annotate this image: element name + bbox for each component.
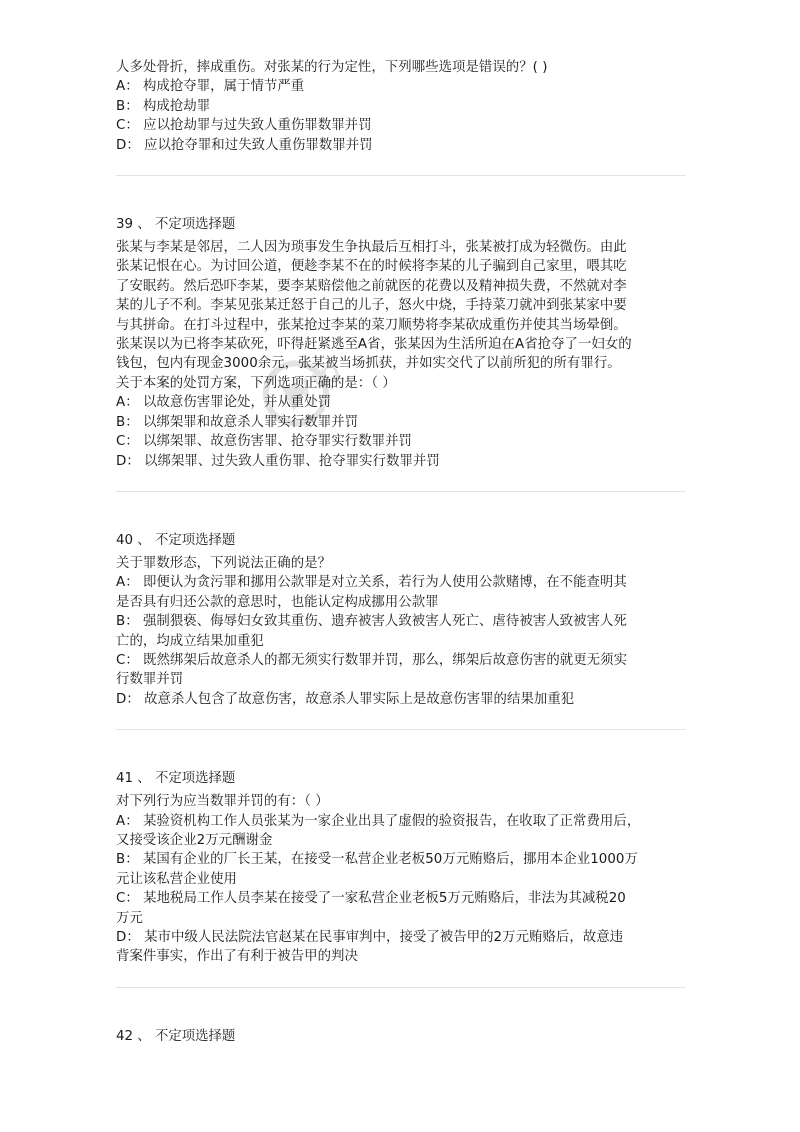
- question-stem-line: 与其拼命。在打斗过程中，张某抢过李某的菜刀顺势将李某砍成重伤并使其当场晕倒。: [116, 317, 627, 333]
- question-stem-line: 关于本案的处罚方案，下列选项正确的是：（ ）: [116, 375, 396, 391]
- question-stem-line: 了安眠药。然后恐吓李某，要李某赔偿他之前就医的花费以及精神损失费，不然就对李: [116, 278, 627, 294]
- option-d: D： 某市中级人民法院法官赵某在民事审判中，接受了被告甲的2万元贿赂后，故意违: [116, 930, 624, 945]
- option-c: C： 以绑架罪、故意伤害罪、抢夺罪实行数罪并罚: [116, 434, 412, 450]
- option-c: C： 某地税局工作人员李某在接受了一家私营企业老板5万元贿赂后，非法为其减税20: [116, 891, 626, 907]
- option-a-continued: 是否具有归还公款的意思时，也能认定构成挪用公款罪: [116, 594, 439, 610]
- option-d: D： 应以抢夺罪和过失致人重伤罪数罪并罚: [116, 137, 373, 153]
- option-b: B： 以绑架罪和故意杀人罪实行数罪并罚: [116, 414, 359, 430]
- question-stem-line: 张某误以为已将李某砍死，吓得赶紧逃至A省，张某因为生活所迫在A省抢夺了一妇女的: [116, 337, 632, 353]
- option-b: B： 某国有企业的厂长王某，在接受一私营企业老板50万元贿赂后，挪用本企业1000万: [116, 852, 638, 868]
- question-40: [116, 531, 686, 709]
- option-b: B： 强制猥亵、侮辱妇女致其重伤、遗弃被害人致被害人死亡、虐待被害人致被害人死: [116, 614, 627, 630]
- option-a-continued: 又接受该企业2万元酬谢金: [116, 832, 273, 848]
- question-header: 41 、 不定项选择题: [116, 771, 236, 787]
- option-c: C： 应以抢劫罪与过失致人重伤罪数罪并罚: [116, 118, 372, 134]
- option-c-continued: 行数罪并罚: [116, 672, 184, 688]
- option-c: C： 既然绑架后故意杀人的都无须实行数罪并罚，那么，绑架后故意伤害的就更无须实: [116, 652, 628, 668]
- question-stem-line: 某的儿子不利。李某见张某迁怒于自己的儿子，怒火中烧，手持菜刀就冲到张某家中要: [116, 298, 627, 314]
- option-d: D： 以绑架罪、过失致人重伤罪、抢夺罪实行数罪并罚: [116, 453, 440, 469]
- option-d-continued: 背案件事实，作出了有利于被告甲的判决: [116, 949, 358, 965]
- question-stem-line: 张某与李某是邻居，二人因为琐事发生争执最后互相打斗，张某被打成为轻微伤。由此: [116, 240, 627, 256]
- question-41: [116, 769, 686, 967]
- question-38-continuation: [116, 58, 686, 155]
- option-b: B： 构成抢劫罪: [116, 98, 211, 114]
- question-stem-line: 人多处骨折，摔成重伤。对张某的行为定性，下列哪些选项是错误的？( ): [116, 60, 548, 75]
- option-d: D： 故意杀人包含了故意伤害，故意杀人罪实际上是故意伤害罪的结果加重犯: [116, 691, 575, 707]
- option-c-continued: 万元: [116, 910, 143, 926]
- option-b-continued: 元让该私营企业使用: [116, 871, 237, 887]
- question-stem-line: 关于罪数形态，下列说法正确的是？: [116, 555, 332, 571]
- option-b-continued: 亡的，均成立结果加重犯: [116, 633, 264, 649]
- question-39: [116, 215, 686, 471]
- question-stem-line: 对下列行为应当数罪并罚的有：（ ）: [116, 794, 329, 810]
- option-a: A： 以故意伤害罪论处，并从重处罚: [116, 395, 332, 411]
- option-a: A： 即便认为贪污罪和挪用公款罪是对立关系，若行为人使用公款赌博，在不能查明其: [116, 575, 627, 591]
- question-stem-line: 钱包，包内有现金3000余元，张某被当场抓获，并如实交代了以前所犯的所有罪行。: [116, 356, 621, 372]
- question-header: 42 、 不定项选择题: [116, 1028, 236, 1044]
- watermark-text: vip: [286, 351, 349, 407]
- document-content: [116, 58, 686, 1047]
- question-42: [116, 1027, 686, 1047]
- question-stem-line: 张某记恨在心。为讨回公道，便趁李某不在的时候将李某的儿子骗到自己家里，喂其吃: [116, 259, 627, 275]
- question-header: 39 、 不定项选择题: [116, 217, 236, 233]
- option-a: A： 构成抢夺罪，属于情节严重: [116, 79, 305, 95]
- option-a: A： 某验资机构工作人员张某为一家企业出具了虚假的验资报告，在收取了正常费用后，: [116, 813, 641, 829]
- question-header: 40 、 不定项选择题: [116, 532, 236, 548]
